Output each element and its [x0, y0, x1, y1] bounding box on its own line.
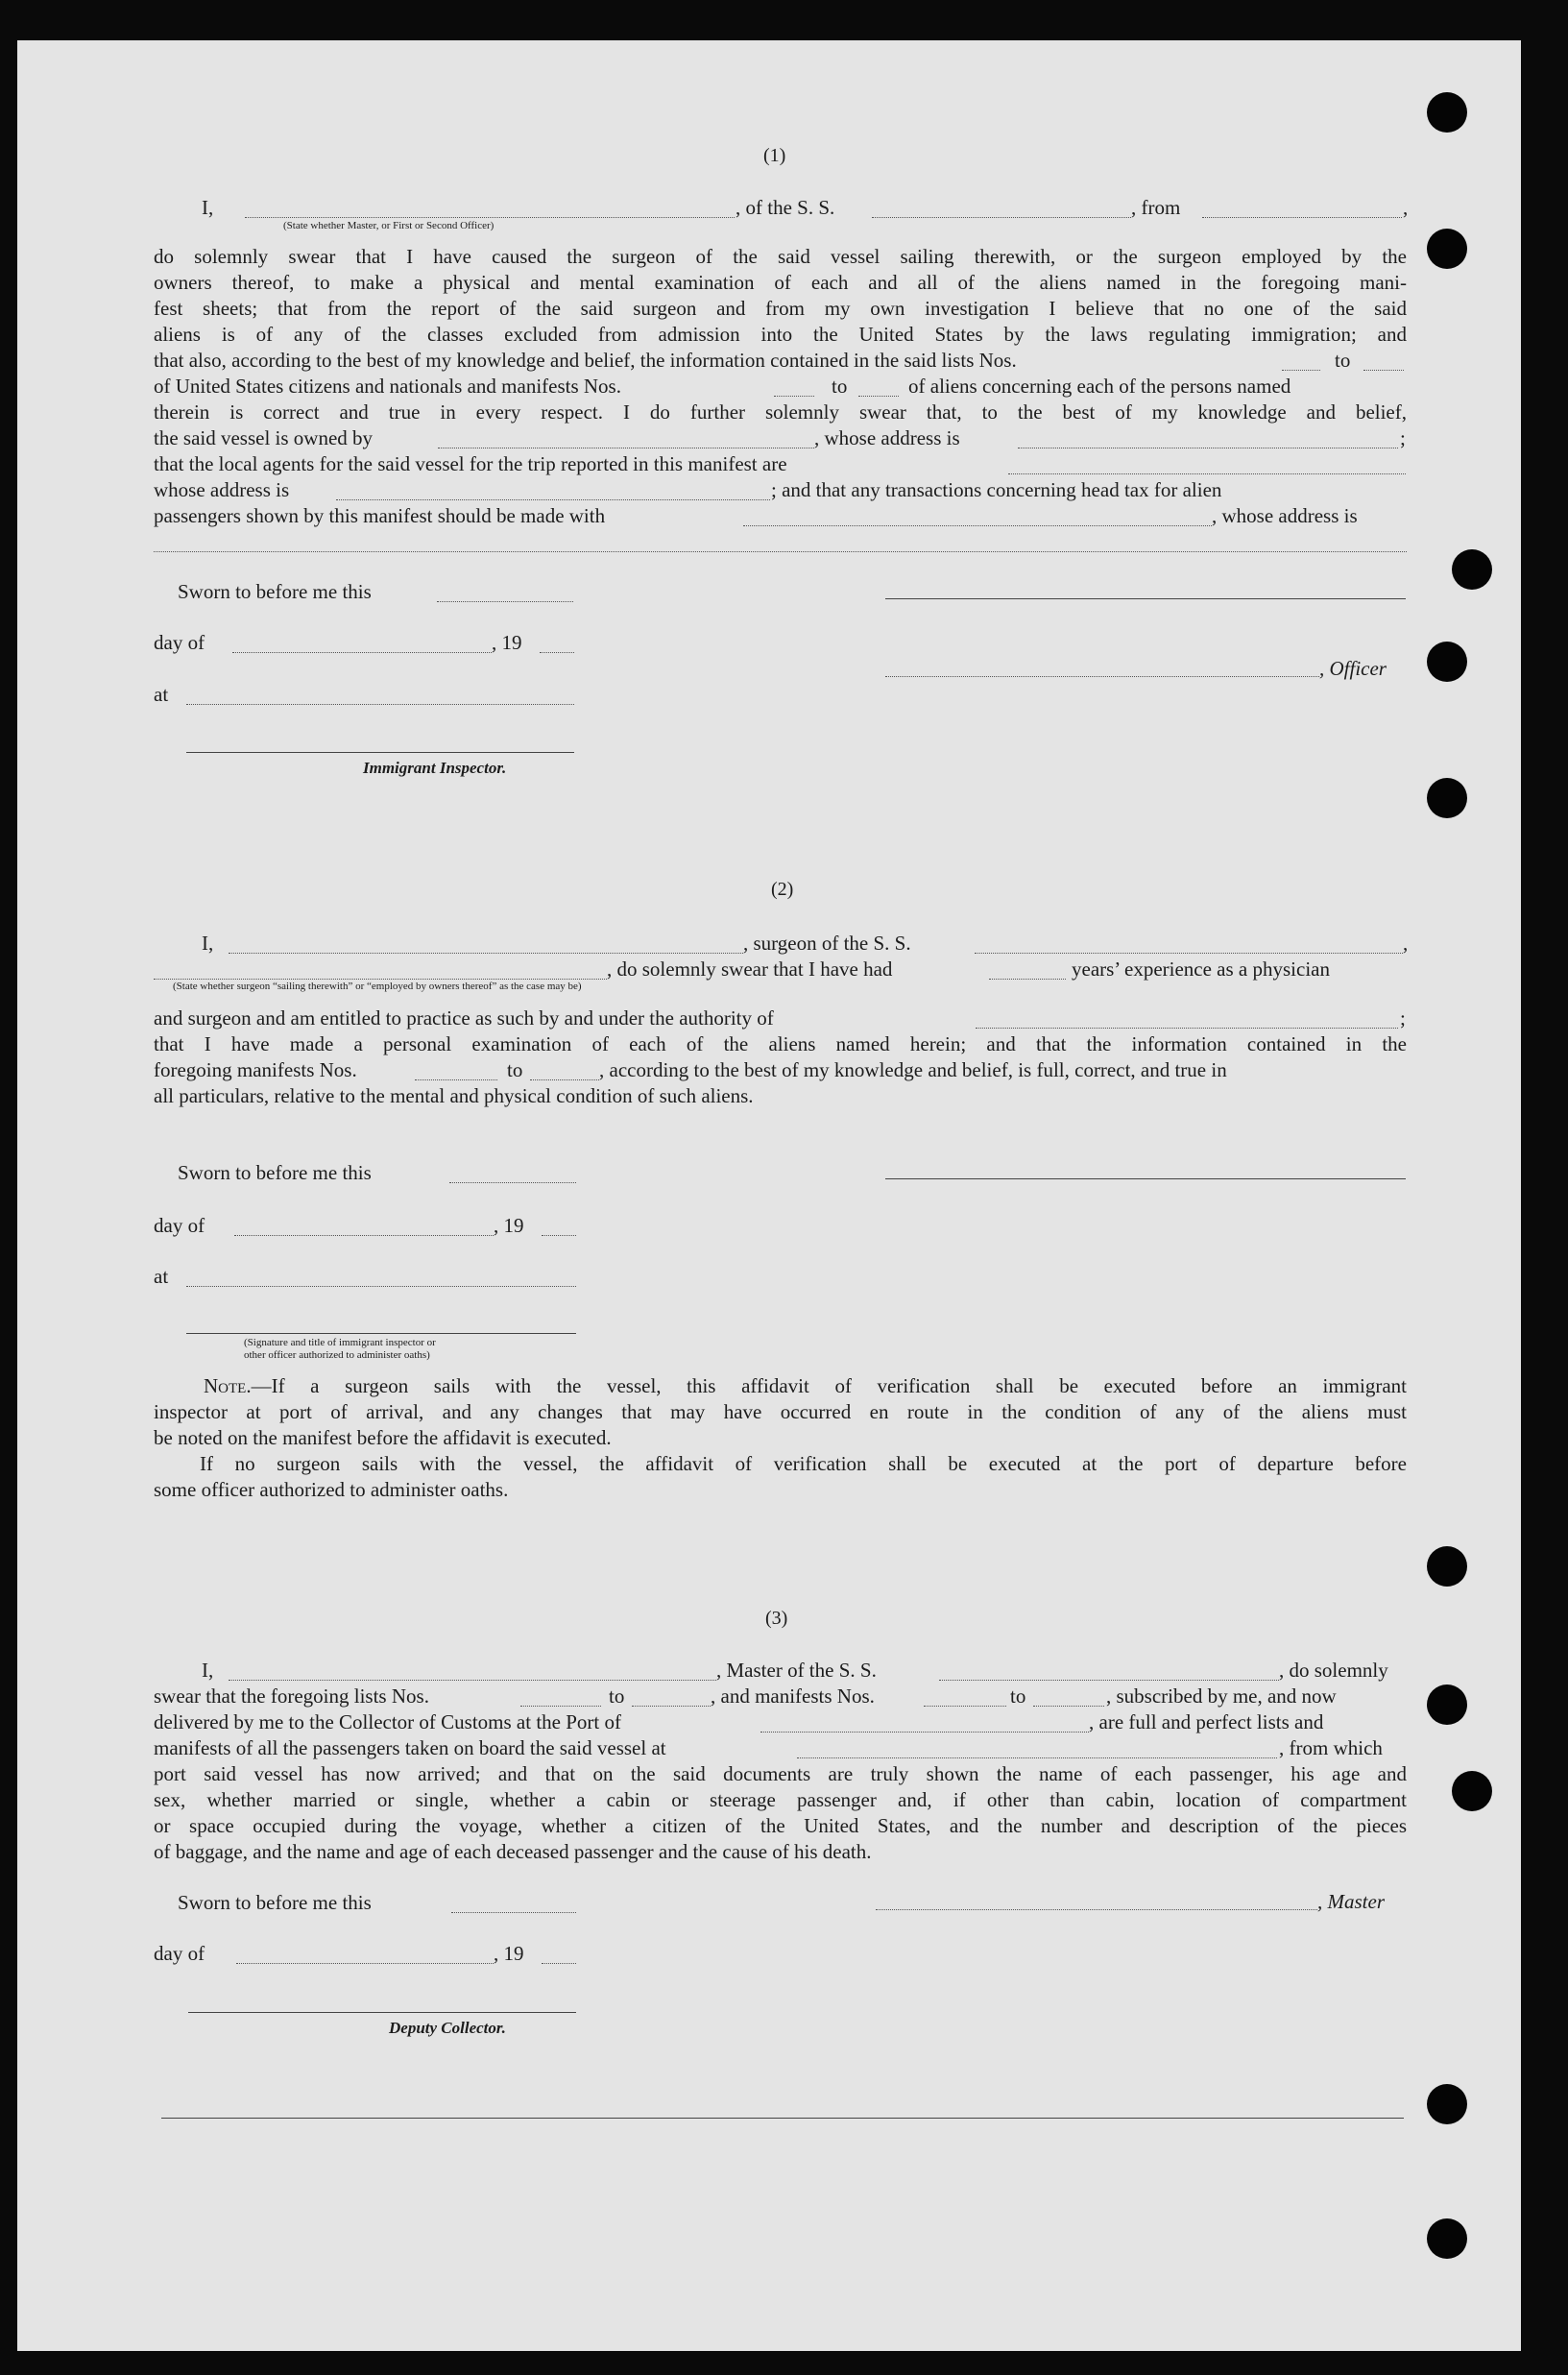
- s1-line: fest sheets; that from the report of the said surgeon and from my own investigation I believe that no one of the said: [154, 297, 1407, 320]
- s3-day-of: day of: [154, 1942, 205, 1965]
- local-agents-field[interactable]: [1008, 473, 1406, 474]
- s1-nineteen: , 19: [492, 631, 522, 654]
- punch-hole: [1452, 549, 1492, 590]
- s2-inspector-signature-line[interactable]: [186, 1333, 576, 1334]
- s1-paragraph: [154, 244, 1407, 348]
- bottom-rule: [161, 2118, 1404, 2119]
- s1-l6b: to: [832, 375, 848, 398]
- s2-comma: ,: [1403, 932, 1409, 955]
- s3-lists-from-field[interactable]: [520, 1706, 601, 1707]
- s2-sig-hint-2: other officer authorized to administer oaths): [244, 1349, 430, 1361]
- s3-master-name-field[interactable]: [229, 1680, 716, 1681]
- surgeon-status-field[interactable]: [154, 979, 607, 980]
- s1-sworn: Sworn to before me this: [178, 580, 372, 603]
- s1-manifests-from-field[interactable]: [774, 396, 814, 397]
- s1-comma: ,: [1403, 196, 1409, 219]
- s3-day-field[interactable]: [236, 1963, 494, 1964]
- s2-manifests-from-field[interactable]: [415, 1079, 497, 1080]
- s3-l2e: , subscribed by me, and now: [1106, 1684, 1337, 1708]
- officer-name-field[interactable]: [885, 676, 1319, 677]
- s2-l3: and surgeon and am entitled to practice as such by and under the authority of: [154, 1006, 774, 1030]
- s2-l5c: , according to the best of my knowledge and belief, is full, correct, and true in: [599, 1058, 1227, 1081]
- s2-line: that I have made a personal examination of each of the aliens named herein; and that the information contained in the: [154, 1032, 1407, 1055]
- practice-authority-field[interactable]: [976, 1028, 1398, 1029]
- s2-sworn-date-field[interactable]: [449, 1182, 576, 1183]
- surgeon-name-field[interactable]: [229, 953, 743, 954]
- s3-l3a: delivered by me to the Collector of Customs at the Port of: [154, 1710, 621, 1733]
- note-paragraph: [154, 1373, 1407, 1503]
- s3-vessel-field[interactable]: [939, 1680, 1279, 1681]
- s1-l5b: to: [1335, 349, 1351, 372]
- s1-sworn-date-field[interactable]: [437, 601, 573, 602]
- officer-signature-line[interactable]: [885, 598, 1406, 599]
- s2-i: I,: [202, 932, 214, 955]
- s1-from: , from: [1131, 196, 1181, 219]
- s1-at: at: [154, 683, 169, 706]
- note-line: —If a surgeon sails with the vessel, this affidavit of verification shall be executed before an immigrant: [251, 1374, 1407, 1397]
- s2-l3b: ;: [1400, 1006, 1406, 1030]
- section-1-number: (1): [763, 145, 786, 166]
- punch-hole: [1427, 229, 1467, 269]
- s1-lists-to-field[interactable]: [1363, 370, 1404, 371]
- punch-hole: [1427, 1684, 1467, 1725]
- s1-l8a: the said vessel is owned by: [154, 426, 374, 449]
- s1-l11a: passengers shown by this manifest should be made with: [154, 504, 606, 527]
- s3-solemnly: , do solemnly: [1279, 1659, 1388, 1682]
- s3-paragraph: [154, 1761, 1407, 1865]
- officer-label: , Officer: [1319, 657, 1387, 680]
- port-of-departure-field[interactable]: [797, 1757, 1277, 1758]
- s2-nineteen: , 19: [494, 1214, 524, 1237]
- s2-signature-line[interactable]: [885, 1178, 1406, 1179]
- s3-l2c: , and manifests Nos.: [711, 1684, 875, 1708]
- head-tax-contact-field[interactable]: [743, 525, 1212, 526]
- s1-l6a: of United States citizens and nationals and manifests Nos.: [154, 375, 621, 398]
- s3-nineteen: , 19: [494, 1942, 524, 1965]
- s2-surgeon-of: , surgeon of the S. S.: [743, 932, 911, 955]
- s1-l10a: whose address is: [154, 478, 290, 501]
- s1-vessel-field[interactable]: [872, 217, 1131, 218]
- years-experience-field[interactable]: [989, 979, 1066, 980]
- s1-l6c: of aliens concerning each of the persons named: [908, 375, 1291, 398]
- punch-hole: [1427, 1546, 1467, 1587]
- s3-l4b: , from which: [1279, 1736, 1383, 1759]
- s3-year-field[interactable]: [542, 1963, 576, 1964]
- s1-line: owners thereof, to make a physical and mental examination of each and all of the aliens named in the foregoing mani-: [154, 271, 1407, 294]
- s3-l2a: swear that the foregoing lists Nos.: [154, 1684, 429, 1708]
- s2-vessel-field[interactable]: [975, 953, 1403, 954]
- s3-manifests-to-field[interactable]: [1033, 1706, 1104, 1707]
- s2-manifests-to-field[interactable]: [530, 1079, 599, 1080]
- s1-line: therein is correct and true in every respect. I do further solemnly swear that, to the best of my knowledge and belief,: [154, 400, 1407, 424]
- s1-l8b: , whose address is: [814, 426, 960, 449]
- immigrant-inspector-label: Immigrant Inspector.: [363, 759, 507, 777]
- master-signature-field[interactable]: [876, 1909, 1317, 1910]
- s1-line: do solemnly swear that I have caused the surgeon of the said vessel sailing therewith, or the surgeon employed by the: [154, 245, 1407, 268]
- s1-i: I,: [202, 196, 214, 219]
- s1-day-field[interactable]: [232, 652, 492, 653]
- punch-hole: [1427, 92, 1467, 133]
- punch-hole: [1427, 2218, 1467, 2259]
- s2-l6: all particulars, relative to the mental and physical condition of such aliens.: [154, 1084, 754, 1107]
- agents-address-field[interactable]: [336, 499, 770, 500]
- inspector-signature-line[interactable]: [186, 752, 574, 753]
- s2-day-of: day of: [154, 1214, 205, 1237]
- note-line: be noted on the manifest before the affidavit is executed.: [154, 1426, 612, 1449]
- master-label: , Master: [1317, 1890, 1385, 1913]
- s1-of-ss: , of the S. S.: [736, 196, 835, 219]
- s1-manifests-to-field[interactable]: [858, 396, 899, 397]
- s3-line: port said vessel has now arrived; and that on the said documents are truly shown the name of each passenger, his age and: [154, 1762, 1407, 1785]
- s1-l5a: that also, according to the best of my knowledge and belief, the information contained in the said lists Nos.: [154, 349, 1017, 372]
- s1-day-of: day of: [154, 631, 205, 654]
- s1-l10b: ; and that any transactions concerning head tax for alien: [771, 478, 1222, 501]
- s3-line: of baggage, and the name and age of each deceased passenger and the cause of his death.: [154, 1840, 872, 1863]
- s2-at: at: [154, 1265, 169, 1288]
- s3-line: sex, whether married or single, whether a cabin or steerage passenger and, if other than cabin, location of compartment: [154, 1788, 1407, 1811]
- s2-sworn: Sworn to before me this: [178, 1161, 372, 1184]
- s3-sworn-date-field[interactable]: [451, 1912, 576, 1913]
- s2-paragraph: [154, 1031, 1407, 1057]
- s3-master-of: , Master of the S. S.: [716, 1659, 877, 1682]
- s3-l2b: to: [609, 1684, 625, 1708]
- s2-sig-hint-1: (Signature and title of immigrant inspector or: [244, 1337, 436, 1348]
- s3-l2d: to: [1010, 1684, 1026, 1708]
- s3-lists-to-field[interactable]: [632, 1706, 711, 1707]
- s1-at-field[interactable]: [186, 704, 574, 705]
- section-3-number: (3): [765, 1608, 788, 1629]
- s1-l8c: ;: [1400, 426, 1406, 449]
- s3-sworn: Sworn to before me this: [178, 1891, 372, 1914]
- s3-i: I,: [202, 1659, 214, 1682]
- s2-year-field[interactable]: [542, 1235, 576, 1236]
- s1-lists-from-field[interactable]: [1282, 370, 1320, 371]
- s2-l5a: foregoing manifests Nos.: [154, 1058, 357, 1081]
- deputy-collector-signature-line[interactable]: [188, 2012, 576, 2013]
- deputy-collector-label: Deputy Collector.: [389, 2019, 506, 2037]
- s2-at-field[interactable]: [186, 1286, 576, 1287]
- s3-line: or space occupied during the voyage, whether a citizen of the United States, and the number and description of the pieces: [154, 1814, 1407, 1837]
- punch-hole: [1427, 2084, 1467, 2124]
- s3-manifests-from-field[interactable]: [924, 1706, 1006, 1707]
- port-of-arrival-field[interactable]: [760, 1732, 1089, 1733]
- s3-l4a: manifests of all the passengers taken on board the said vessel at: [154, 1736, 666, 1759]
- s3-l3b: , are full and perfect lists and: [1089, 1710, 1324, 1733]
- note-label: Note.: [204, 1374, 252, 1397]
- section-2-number: (2): [771, 879, 794, 900]
- s2-l5b: to: [507, 1058, 523, 1081]
- note-line: If no surgeon sails with the vessel, the affidavit of verification shall be executed at the port of departure before: [200, 1452, 1407, 1475]
- punch-hole: [1427, 642, 1467, 682]
- s1-l9: that the local agents for the said vessel for the trip reported in this manifest are: [154, 452, 787, 475]
- s1-hint: (State whether Master, or First or Second Officer): [283, 220, 495, 231]
- s1-paragraph-2: [154, 400, 1407, 425]
- note-line: some officer authorized to administer oaths.: [154, 1478, 509, 1501]
- s1-from-field[interactable]: [1202, 217, 1402, 218]
- s1-year-field[interactable]: [540, 652, 574, 653]
- master-name-field[interactable]: [245, 217, 735, 218]
- s2-l2a: , do solemnly swear that I have had: [607, 957, 893, 981]
- punch-hole: [1452, 1771, 1492, 1811]
- note-line: inspector at port of arrival, and any changes that may have occurred en route in the condition of any of the aliens must: [154, 1400, 1407, 1423]
- head-tax-address-field[interactable]: [154, 551, 1407, 552]
- punch-hole: [1427, 778, 1467, 818]
- s1-line: aliens is of any of the classes excluded from admission into the United States by the laws regulating immigration; and: [154, 323, 1407, 346]
- s1-l11b: , whose address is: [1212, 504, 1358, 527]
- s2-day-field[interactable]: [234, 1235, 494, 1236]
- s2-l2b: years’ experience as a physician: [1072, 957, 1330, 981]
- s2-hint: (State whether surgeon “sailing therewith” or “employed by owners thereof” as the case may be): [173, 981, 582, 992]
